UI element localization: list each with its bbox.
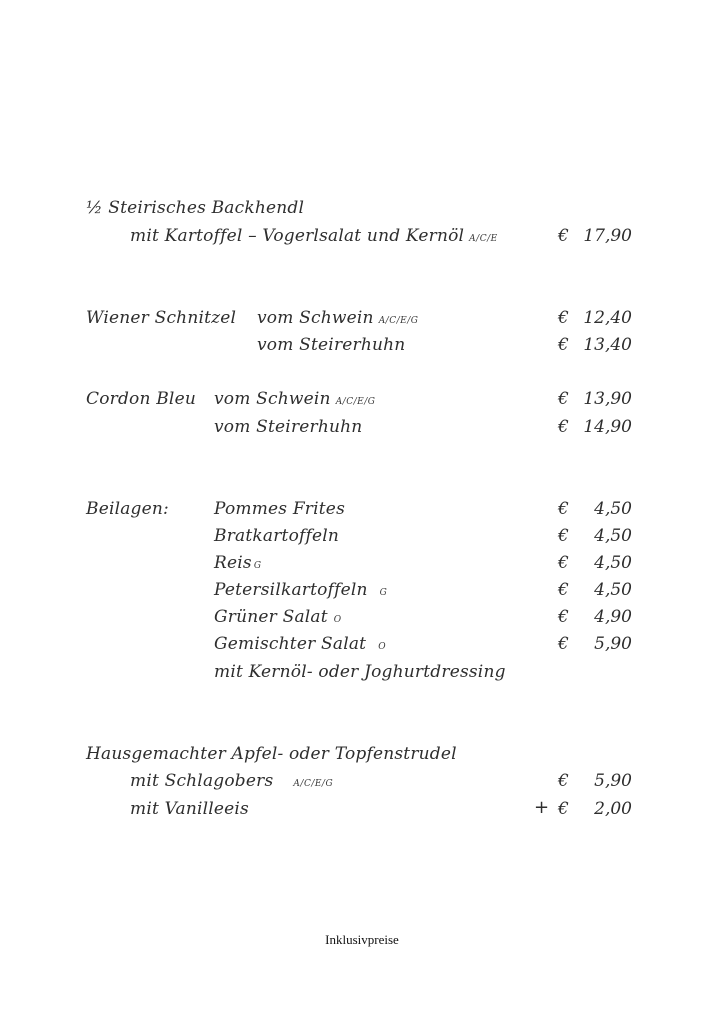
beilage-item-reis: [214, 552, 262, 577]
wiener-schwein-price: 12,40: [583, 308, 632, 328]
strudel-vanilleeis-currency: €: [558, 799, 569, 819]
beilage-item-pommes: Pommes Frites: [214, 499, 345, 519]
backhendl-allergens: A/C/E: [469, 234, 498, 244]
beilage-item-gruener-salat: [214, 606, 342, 631]
beilagen-dressing-note: mit Kernöl- oder Joghurtdressing: [214, 662, 506, 682]
wiener-variant-huhn: vom Steirerhuhn: [257, 335, 406, 355]
beilage-item-gemischter-salat: [214, 633, 386, 658]
wiener-variant-schwein-allergens: A/C/E/G: [378, 316, 419, 326]
beilage-petersilkartoffeln-label: Petersilkartoffeln: [214, 580, 368, 600]
beilage-petersilkartoffeln-currency: €: [558, 580, 569, 600]
backhendl-subtitle: [130, 225, 498, 250]
beilage-gruener-salat-allergens: O: [333, 615, 342, 625]
beilage-item-petersilkartoffeln: [214, 579, 387, 604]
backhendl-subtitle-text: mit Kartoffel – Vogerlsalat und Kernöl: [130, 226, 465, 246]
beilage-gruener-salat-currency: €: [558, 607, 569, 627]
strudel-schlagobers-allergens: A/C/E/G: [293, 779, 334, 789]
cordon-variant-schwein-allergens: A/C/E/G: [335, 397, 376, 407]
beilage-gemischter-salat-currency: €: [558, 634, 569, 654]
cordon-title: Cordon Bleu: [86, 389, 196, 409]
cordon-huhn-currency: €: [558, 417, 569, 437]
beilage-item-bratkartoffeln: Bratkartoffeln: [214, 526, 340, 546]
wiener-variant-schwein-label: vom Schwein: [257, 308, 374, 328]
backhendl-currency: €: [558, 226, 569, 246]
beilage-reis-allergens: G: [253, 561, 262, 571]
beilage-pommes-price: 4,50: [594, 499, 632, 519]
beilage-reis-currency: €: [558, 553, 569, 573]
beilage-pommes-currency: €: [558, 499, 569, 519]
strudel-schlagobers-price: 5,90: [594, 771, 632, 791]
cordon-variant-huhn: vom Steirerhuhn: [214, 417, 363, 437]
cordon-huhn-price: 14,90: [583, 417, 632, 437]
beilage-gemischter-salat-price: 5,90: [594, 634, 632, 654]
beilage-petersilkartoffeln-price: 4,50: [594, 580, 632, 600]
cordon-schwein-price: 13,90: [583, 389, 632, 409]
strudel-title: Hausgemachter Apfel- oder Topfenstrudel: [86, 744, 457, 764]
beilage-reis-label: Reis: [214, 553, 252, 573]
wiener-variant-schwein: [257, 307, 418, 332]
strudel-vanilleeis-plus: +: [534, 797, 550, 818]
wiener-title: Wiener Schnitzel: [86, 308, 237, 328]
wiener-huhn-currency: €: [558, 335, 569, 355]
beilage-gemischter-salat-label: Gemischter Salat: [214, 634, 367, 654]
strudel-schlagobers-currency: €: [558, 771, 569, 791]
wiener-schwein-currency: €: [558, 308, 569, 328]
cordon-schwein-currency: €: [558, 389, 569, 409]
backhendl-title: ½ Steirisches Backhendl: [86, 198, 305, 218]
beilage-reis-price: 4,50: [594, 553, 632, 573]
strudel-variant-vanilleeis: mit Vanilleeis: [130, 799, 249, 819]
strudel-vanilleeis-price: 2,00: [594, 799, 632, 819]
beilagen-title: Beilagen:: [86, 499, 169, 519]
wiener-huhn-price: 13,40: [583, 335, 632, 355]
strudel-schlagobers-label: mit Schlagobers: [130, 771, 274, 791]
cordon-variant-schwein-label: vom Schwein: [214, 389, 331, 409]
cordon-variant-schwein: [214, 388, 375, 413]
backhendl-price: 17,90: [583, 226, 632, 246]
beilage-petersilkartoffeln-allergens: G: [379, 588, 388, 598]
strudel-variant-schlagobers: [130, 770, 333, 795]
beilage-gemischter-salat-allergens: O: [378, 642, 387, 652]
beilage-bratkartoffeln-price: 4,50: [594, 526, 632, 546]
beilage-gruener-salat-label: Grüner Salat: [214, 607, 328, 627]
beilage-bratkartoffeln-currency: €: [558, 526, 569, 546]
beilage-gruener-salat-price: 4,90: [594, 607, 632, 627]
footer-inklusivpreise: Inklusivpreise: [325, 932, 399, 947]
